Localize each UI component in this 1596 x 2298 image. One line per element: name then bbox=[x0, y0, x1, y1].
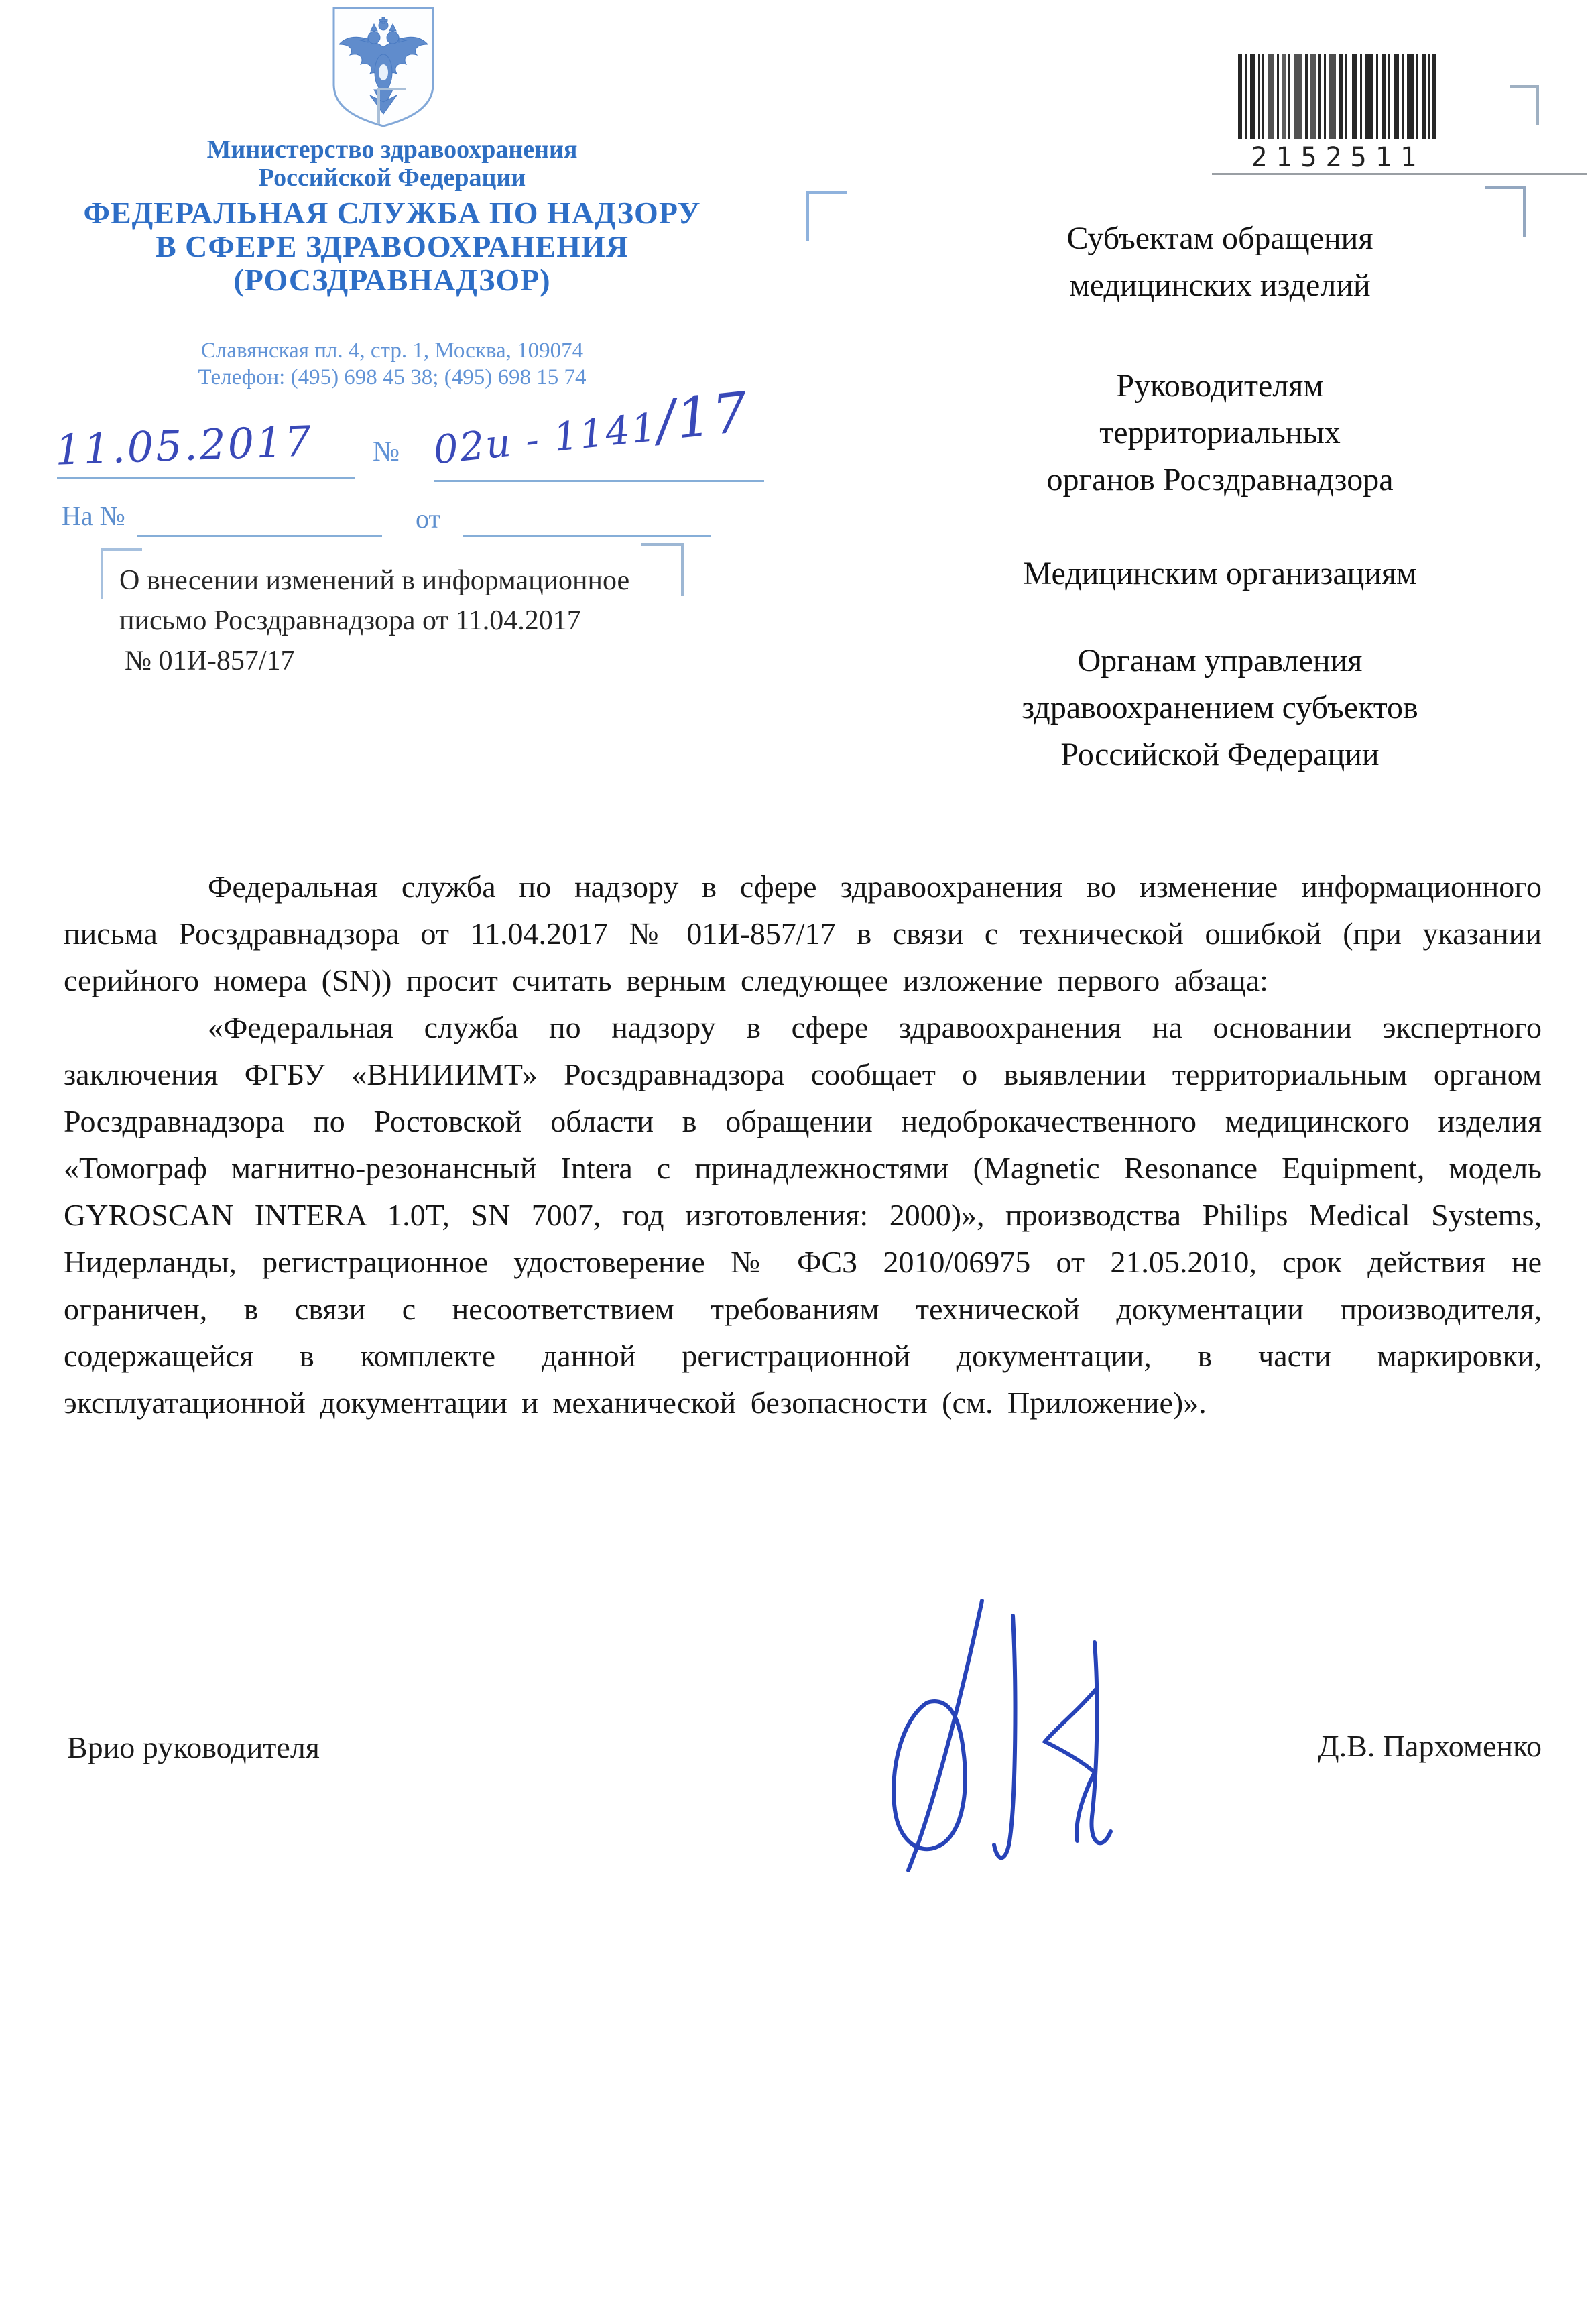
number-sign-label: № bbox=[373, 436, 400, 467]
reply-to-number-label: На № bbox=[62, 501, 125, 531]
signature-icon bbox=[881, 1595, 1129, 1877]
ministry-name-line2: Российской Федерации bbox=[258, 164, 526, 192]
barcode bbox=[1238, 54, 1436, 143]
handwritten-signature bbox=[881, 1595, 1129, 1880]
recipient-line: Субъектам обращения bbox=[1066, 221, 1373, 256]
service-name-line2: В СФЕРЕ ЗДРАВООХРАНЕНИЯ bbox=[156, 229, 629, 263]
body-paragraph-1: Федеральная служба по надзору в сфере здравоохранения во изменение информационного письма Росздравнадзора от 11.04.2017 № 01И-857/17 в связи с технической ошибкой (при указании серийного номера (SN)) просит считать верным следующее изложение первого абзаца: bbox=[64, 869, 1542, 997]
recipient-line: Органам управления bbox=[1077, 643, 1363, 678]
handwritten-date: 11.05.2017 bbox=[54, 416, 314, 475]
subject-line1: О внесении изменений в информационное bbox=[119, 565, 630, 596]
subject-line2: письмо Росздравнадзора от 11.04.2017 bbox=[119, 605, 581, 636]
letter-body bbox=[64, 863, 1542, 1427]
service-name-line1: ФЕДЕРАЛЬНАЯ СЛУЖБА ПО НАДЗОРУ bbox=[83, 196, 701, 230]
reply-from-label: от bbox=[416, 503, 440, 534]
recipient-line: Руководителям bbox=[1116, 368, 1324, 404]
reply-number-underline bbox=[137, 535, 382, 537]
letterhead-address: Славянская пл. 4, стр. 1, Москва, 109074 bbox=[200, 339, 584, 363]
body-paragraph-2: «Федеральная служба по надзору в сфере здравоохранения на основании экспертного заключения ФГБУ «ВНИИИМТ» Росздравнадзора сообщает о выявлении территориальным органом Росздравнадзора по Ростовской области в обращении недоброкачественного медицинского изделия «Томограф магнитно-резонансный Intera с принадлежностями (Magnetic Resonance Equipment, модель GYROSCAN INTERA 1.0T, SN 7007, год изготовления: 2000)», производства Philips Medical Systems, Нидерланды, регистрационное удостоверение № ФСЗ 2010/06975 от 21.05.2010, срок действия не ограничен, в связи с несоответствием требованиям технической документации производителя, содержащейся в комплекте данной регистрационной документации, в части маркировки, эксплуатационной документации и механической безопасности (см. Приложение)». bbox=[64, 1010, 1542, 1420]
date-underline bbox=[57, 477, 355, 479]
outgoing-number-main: 02и - 1141 bbox=[431, 404, 660, 473]
subject-block bbox=[119, 560, 723, 681]
recipient-line: Российской Федерации bbox=[1060, 737, 1379, 772]
corner-bracket-top-right bbox=[1510, 85, 1539, 125]
recipient-line: медицинских изделий bbox=[1069, 267, 1371, 303]
reply-date-underline bbox=[463, 535, 711, 537]
letterhead-phone: Телефон: (495) 698 45 38; (495) 698 15 74 bbox=[198, 365, 587, 389]
signer-name: Д.В. Пархоменко bbox=[1318, 1729, 1542, 1763]
handwritten-outgoing-number bbox=[430, 381, 752, 477]
corner-bracket-top-left bbox=[377, 88, 406, 124]
subject-line3: № 01И-857/17 bbox=[125, 646, 295, 676]
corner-bracket-recipients-left bbox=[806, 191, 847, 241]
barcode-bars-icon bbox=[1238, 54, 1436, 139]
recipient-line: территориальных bbox=[1099, 415, 1341, 450]
recipient-line: Медицинским организациям bbox=[1023, 556, 1417, 591]
barcode-digits: 2152511 bbox=[1251, 142, 1425, 173]
recipient-line: органов Росздравнадзора bbox=[1046, 462, 1394, 497]
service-name-line3: (РОСЗДРАВНАДЗОР) bbox=[233, 263, 551, 297]
recipient-line: здравоохранением субъектов bbox=[1022, 690, 1418, 725]
number-underline bbox=[434, 480, 764, 482]
signer-position-title: Врио руководителя bbox=[67, 1730, 320, 1764]
ministry-name-line1: Министерство здравоохранения bbox=[206, 135, 578, 164]
outgoing-number-suffix: /17 bbox=[653, 380, 752, 454]
barcode-underline bbox=[1212, 173, 1587, 175]
